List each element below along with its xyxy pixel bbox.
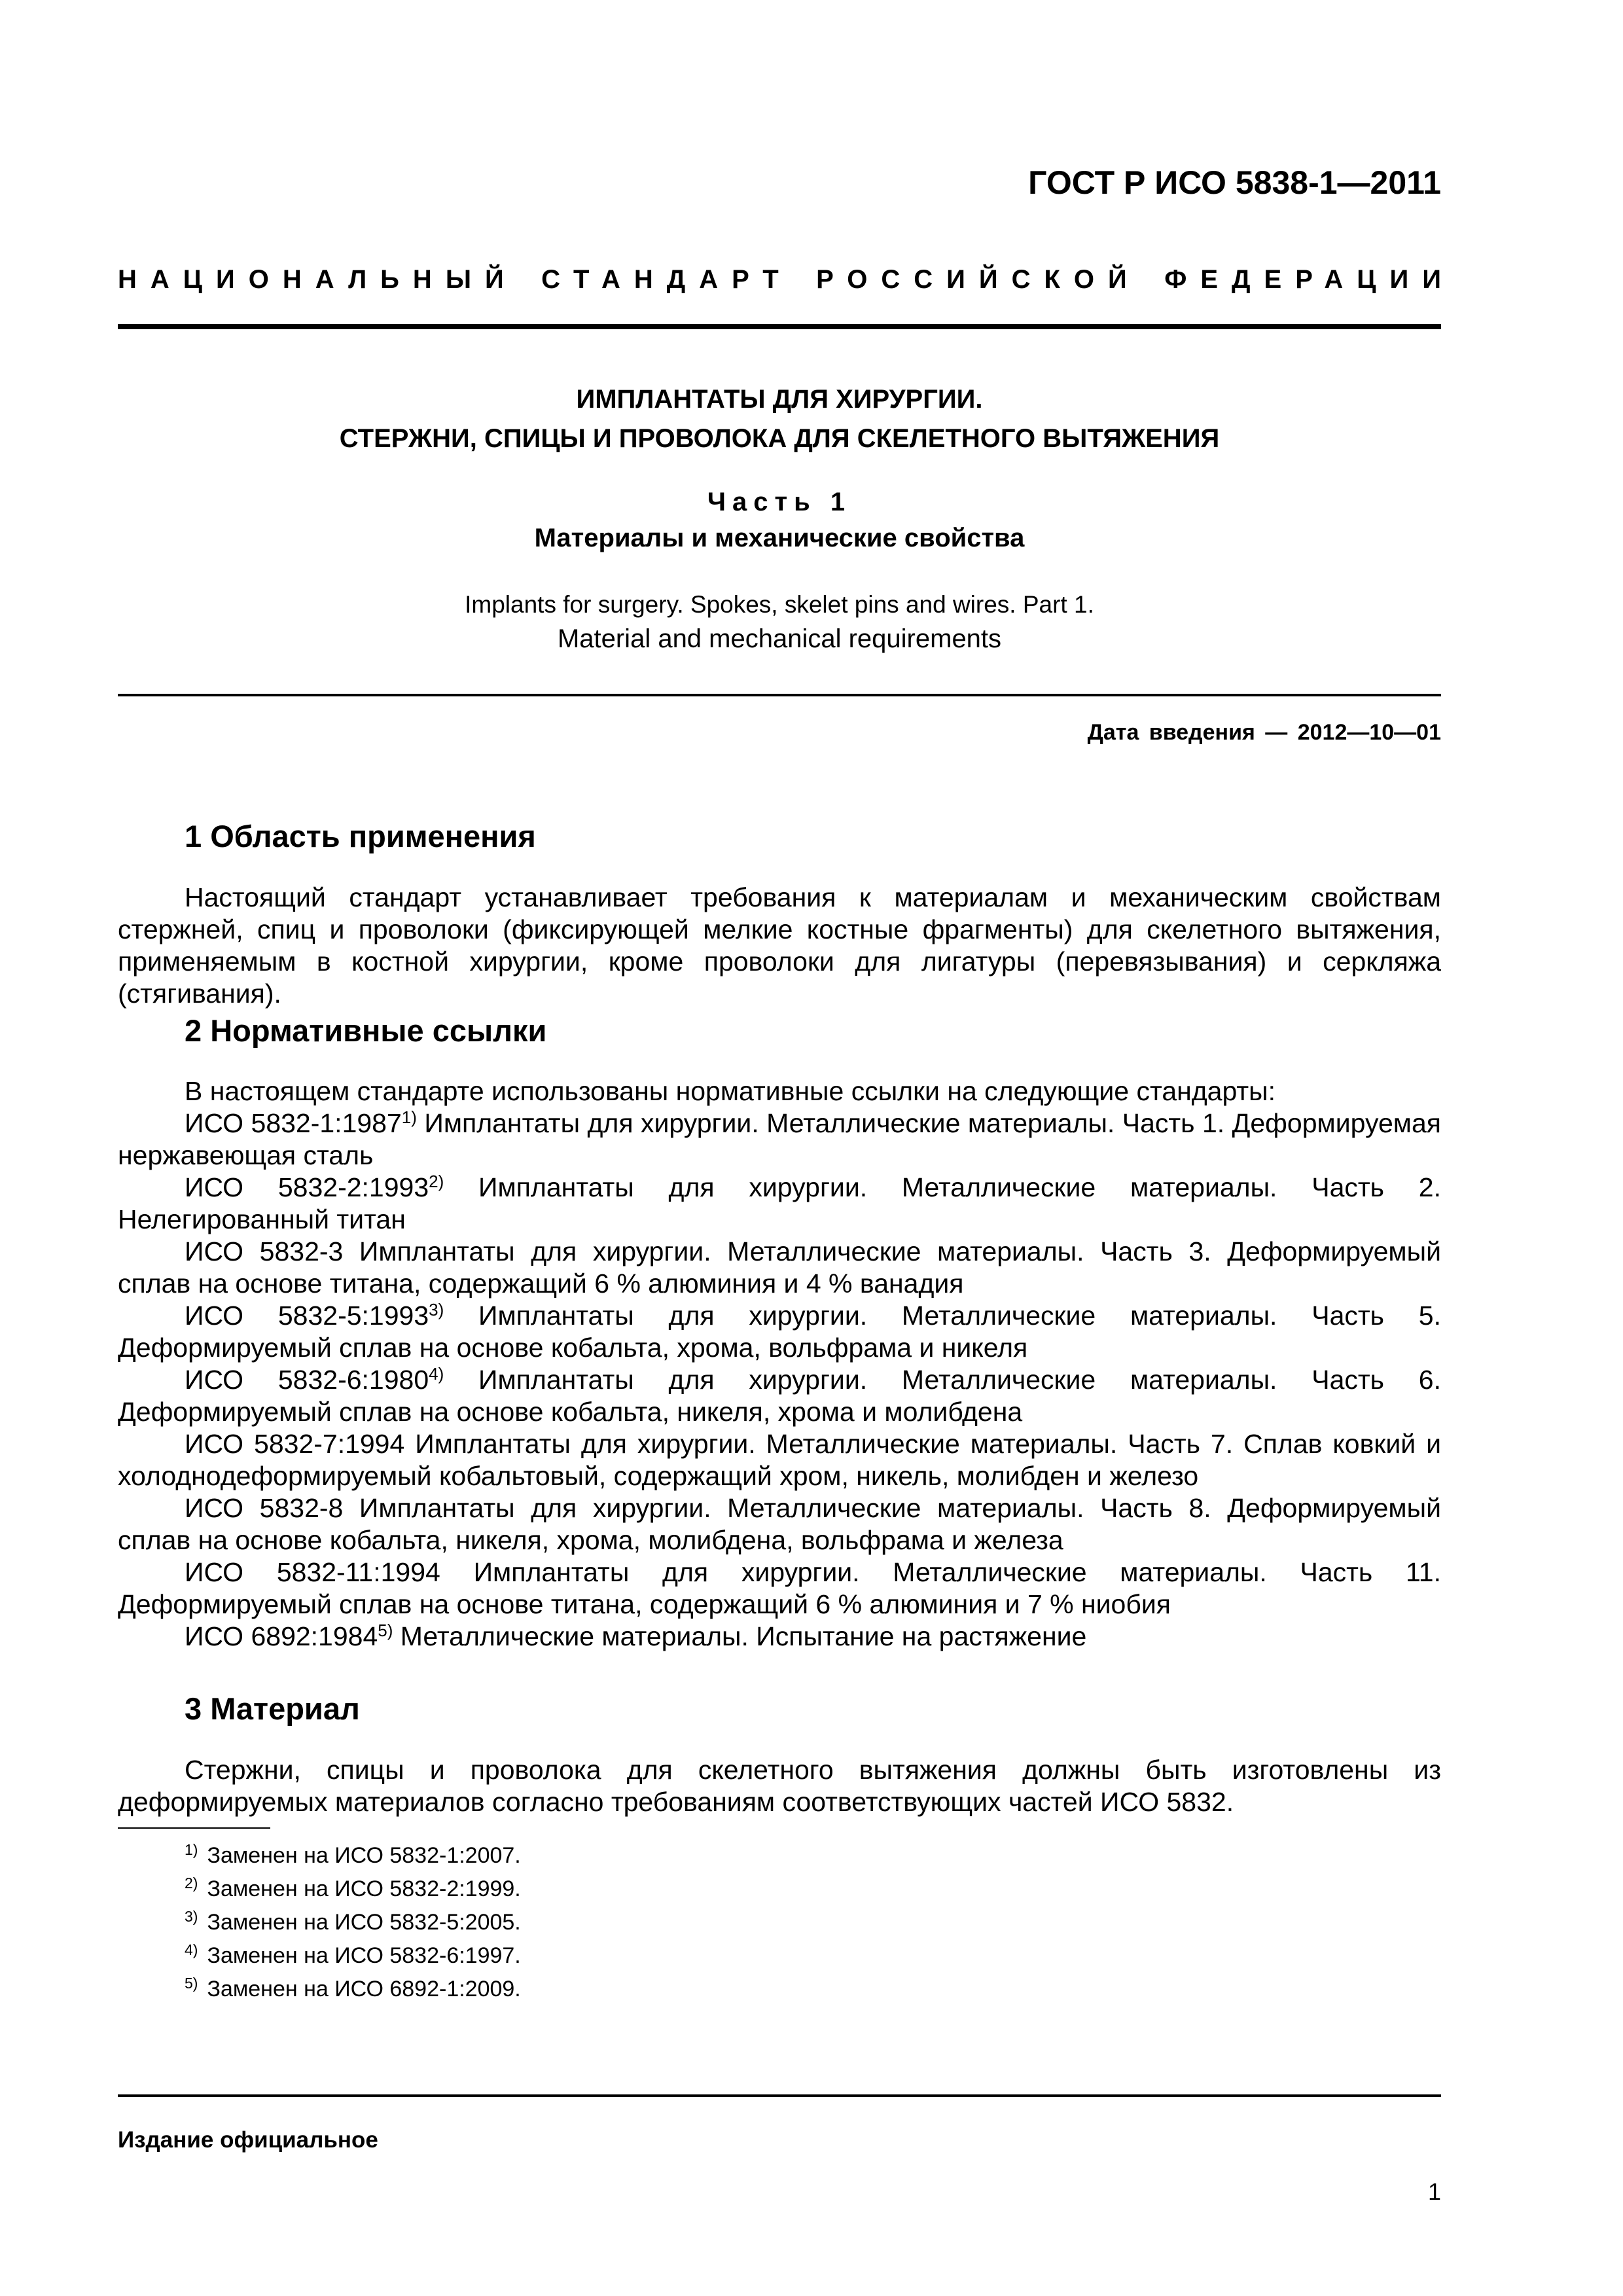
reference-title: Имплантаты для хирургии. Металлические материалы. Часть 5. Деформируемый сплав на основе кобальта, хрома, вольфрама и никеля — [118, 1300, 1441, 1363]
reference-title: Имплантаты для хирургии. Металлические материалы. Часть 6. Деформируемый сплав на основе кобальта, никеля, хрома и молибдена — [118, 1365, 1441, 1427]
footnote-mark: 2) — [185, 1874, 198, 1892]
reference-title: Имплантаты для хирургии. Металлические материалы. Часть 1. Деформируемая нержавеющая сталь — [118, 1108, 1441, 1170]
standard-code: ГОСТ Р ИСО 5838-1—2011 — [1028, 164, 1441, 201]
header-rule — [118, 324, 1441, 329]
reference-item — [118, 1556, 1441, 1621]
footnote-mark: 3) — [429, 1300, 444, 1319]
reference-title: Имплантаты для хирургии. Металлические материалы. Часть 3. Деформируемый сплав на основе титана, содержащий 6 % алюминия и 4 % ванадия — [118, 1236, 1441, 1299]
footnote — [185, 1906, 521, 1939]
section-1-body — [118, 882, 1441, 1010]
reference-code: ИСО 5832-6:1980 — [185, 1365, 429, 1395]
footnote — [185, 1973, 521, 2006]
section-1-text: Настоящий стандарт устанавливает требования к материалам и механическим свойствам стержней, спиц и проволоки (фиксирующей мелкие костные фрагменты) для скелетного вытяжения, применяемым в костной хирургии, кроме проволоки для лигатуры (перевязывания) и серкляжа (стягивания). — [118, 882, 1441, 1009]
reference-code: ИСО 5832-5:1993 — [185, 1300, 429, 1331]
section-3-heading: 3 Материал — [185, 1691, 360, 1726]
reference-item — [118, 1428, 1441, 1492]
footer-rule — [118, 2094, 1441, 2097]
footnote-text: Заменен на ИСО 5832-1:2007. — [207, 1843, 521, 1868]
footnote-mark: 5) — [185, 1975, 198, 1992]
reference-code: ИСО 5832-3 — [185, 1236, 344, 1266]
banner-word: РОССИЙСКОЙ — [816, 265, 1141, 294]
reference-code: ИСО 5832-2:1993 — [185, 1172, 429, 1202]
reference-code: ИСО 5832-7:1994 — [185, 1429, 405, 1459]
title-rule — [118, 694, 1441, 696]
title-line-2: СТЕРЖНИ, СПИЦЫ И ПРОВОЛОКА ДЛЯ СКЕЛЕТНОГО ВЫТЯЖЕНИЯ — [339, 424, 1220, 453]
reference-item — [118, 1364, 1441, 1428]
page-number: 1 — [1427, 2178, 1441, 2205]
footnote-mark: 3) — [185, 1908, 198, 1925]
reference-title: Имплантаты для хирургии. Металлические материалы. Часть 11. Деформируемый сплав на основе титана, содержащий 6 % алюминия и 7 % ниобия — [118, 1557, 1441, 1619]
footnote-separator — [118, 1827, 270, 1829]
footnote — [185, 1873, 521, 1906]
section-3-text: Стержни, спицы и проволока для скелетного вытяжения должны быть изготовлены из деформируемых материалов согласно требованиям соответствующих частей ИСО 5832. — [118, 1755, 1441, 1817]
reference-item — [118, 1300, 1441, 1364]
section-2-body — [118, 1075, 1441, 1653]
section-2-intro: В настоящем стандарте использованы нормативные ссылки на следующие стандарты: — [185, 1076, 1276, 1106]
reference-item — [118, 1172, 1441, 1236]
banner-word: ФЕДЕРАЦИИ — [1164, 265, 1455, 294]
reference-title: Имплантаты для хирургии. Металлические материалы. Часть 8. Деформируемый сплав на основе кобальта, никеля, хрома, молибдена, вольфрама и железа — [118, 1493, 1441, 1555]
footnote-mark: 4) — [185, 1941, 198, 1958]
footnote-text: Заменен на ИСО 5832-2:1999. — [207, 1876, 521, 1901]
section-3-body — [118, 1754, 1441, 1818]
reference-item — [118, 1492, 1441, 1556]
footnote-text: Заменен на ИСО 5832-5:2005. — [207, 1910, 521, 1935]
introduction-date: Дата введения — 2012—10—01 — [1087, 720, 1441, 745]
banner-word: СТАНДАРТ — [541, 265, 793, 294]
reference-item — [118, 1236, 1441, 1300]
reference-title: Имплантаты для хирургии. Металлические материалы. Часть 7. Сплав ковкий и холоднодеформируемый кобальтовый, содержащий хром, никель, молибден и железо — [118, 1429, 1441, 1491]
footnote-mark: 1) — [185, 1841, 198, 1858]
reference-code: ИСО 6892:1984 — [185, 1621, 378, 1651]
reference-title: Имплантаты для хирургии. Металлические материалы. Часть 2. Нелегированный титан — [118, 1172, 1441, 1234]
footnote-mark: 4) — [429, 1364, 444, 1384]
footnote-mark: 2) — [429, 1172, 444, 1191]
footnote-mark: 1) — [401, 1107, 417, 1127]
reference-title: Металлические материалы. Испытание на растяжение — [393, 1621, 1087, 1651]
national-standard-banner — [118, 265, 1455, 295]
section-1-heading: 1 Область применения — [185, 819, 536, 853]
document-title — [118, 380, 1441, 458]
footnote — [185, 1939, 521, 1973]
footnote — [185, 1839, 521, 1873]
official-edition-label: Издание официальное — [118, 2127, 378, 2153]
reference-code: ИСО 5832-8 — [185, 1493, 344, 1523]
footnote-text: Заменен на ИСО 5832-6:1997. — [207, 1943, 521, 1968]
section-2-heading: 2 Нормативные ссылки — [185, 1013, 547, 1048]
reference-item — [118, 1107, 1441, 1172]
part-subtitle: Материалы и механические свойства — [534, 524, 1025, 552]
reference-code: ИСО 5832-11:1994 — [185, 1557, 440, 1587]
reference-item — [118, 1621, 1441, 1653]
footnote-text: Заменен на ИСО 6892-1:2009. — [207, 1977, 521, 2001]
footnotes — [185, 1839, 521, 2006]
part-label: Часть 1 — [707, 488, 852, 516]
reference-code: ИСО 5832-1:1987 — [185, 1108, 402, 1138]
title-line-1: ИМПЛАНТАТЫ ДЛЯ ХИРУРГИИ. — [576, 385, 983, 414]
footnote-mark: 5) — [378, 1621, 393, 1640]
english-title-line-1: Implants for surgery. Spokes, skelet pins and wires. Part 1. — [465, 591, 1094, 618]
banner-word: НАЦИОНАЛЬНЫЙ — [118, 265, 518, 294]
english-title-line-2: Material and mechanical requirements — [557, 624, 1002, 653]
